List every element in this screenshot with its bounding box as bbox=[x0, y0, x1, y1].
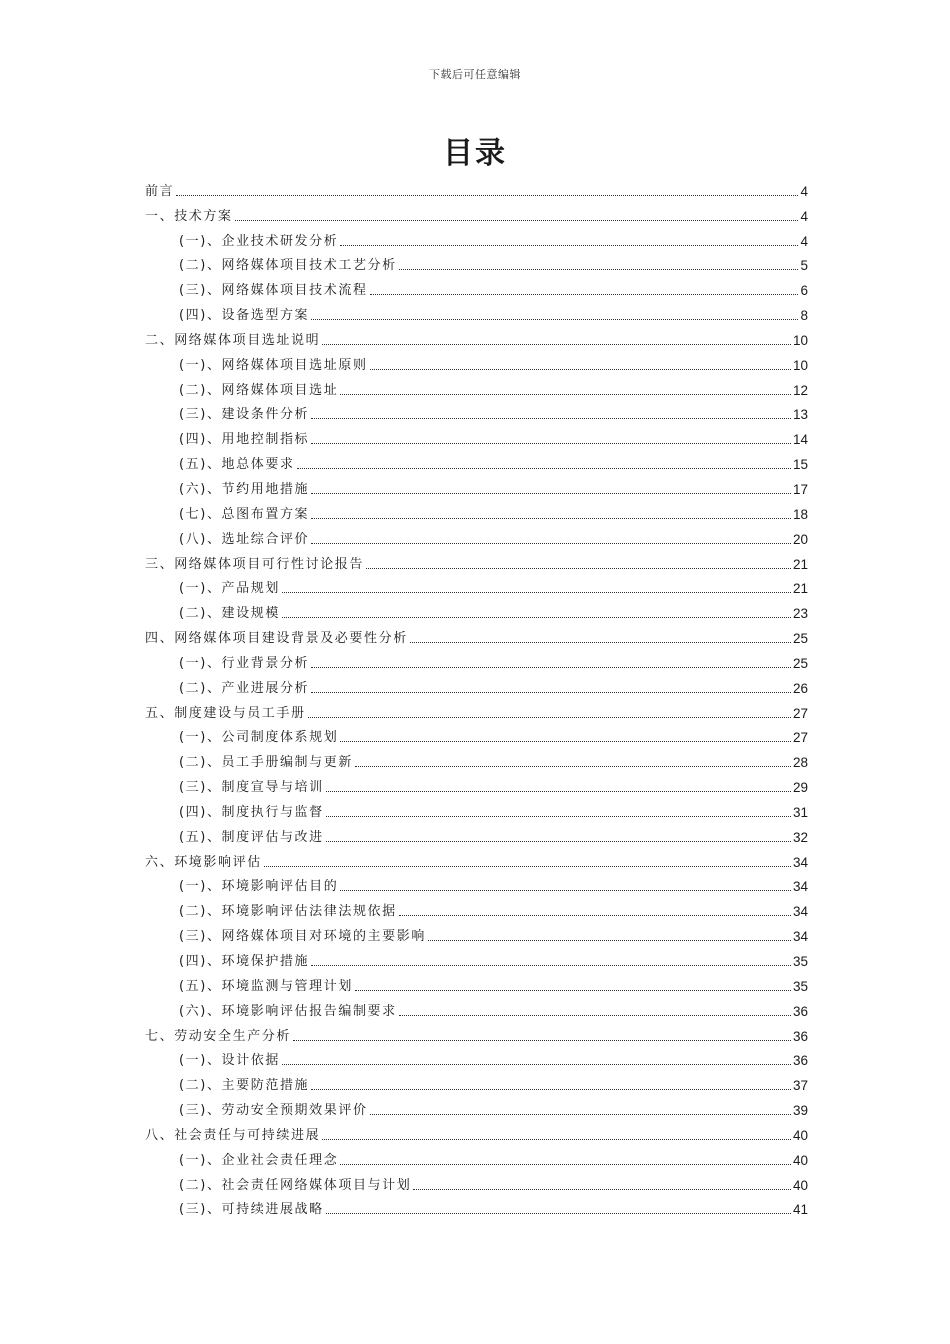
toc-entry-label: (三)、建设条件分析 bbox=[179, 407, 310, 423]
toc-entry-page: 10 bbox=[792, 332, 808, 348]
toc-entry-page: 21 bbox=[792, 581, 808, 597]
toc-entry-page: 41 bbox=[792, 1202, 808, 1218]
toc-leader-dots bbox=[326, 791, 791, 792]
toc-entry-label: (一)、企业技术研发分析 bbox=[179, 233, 339, 249]
toc-entry-label: (二)、建设规模 bbox=[179, 606, 280, 622]
toc-leader-dots bbox=[311, 667, 791, 668]
toc-entry[interactable] bbox=[145, 1170, 808, 1195]
toc-entry-label: (五)、环境监测与管理计划 bbox=[179, 978, 353, 994]
toc-entry-label: (一)、企业社会责任理念 bbox=[179, 1152, 339, 1168]
toc-leader-dots bbox=[264, 866, 791, 867]
toc-entry[interactable] bbox=[145, 797, 808, 822]
toc-leader-dots bbox=[311, 543, 791, 544]
toc-entry-page: 4 bbox=[800, 183, 808, 199]
toc-entry-page: 27 bbox=[792, 730, 808, 746]
toc-entry-label: 一、技术方案 bbox=[145, 208, 233, 224]
toc-entry-label: (一)、网络媒体项目选址原则 bbox=[179, 357, 368, 373]
toc-leader-dots bbox=[428, 940, 791, 941]
toc-entry-page: 27 bbox=[792, 705, 808, 721]
toc-leader-dots bbox=[355, 990, 791, 991]
toc-entry[interactable] bbox=[145, 449, 808, 474]
toc-entry[interactable] bbox=[145, 723, 808, 748]
toc-entry-page: 34 bbox=[792, 879, 808, 895]
toc-entry-page: 36 bbox=[792, 1003, 808, 1019]
toc-leader-dots bbox=[293, 1040, 791, 1041]
toc-entry[interactable] bbox=[145, 872, 808, 897]
toc-entry-page: 18 bbox=[792, 506, 808, 522]
toc-entry-page: 12 bbox=[792, 382, 808, 398]
toc-entry-label: (二)、主要防范措施 bbox=[179, 1078, 310, 1094]
toc-leader-dots bbox=[340, 245, 798, 246]
toc-leader-dots bbox=[311, 443, 791, 444]
toc-entry-page: 6 bbox=[800, 283, 808, 299]
toc-leader-dots bbox=[311, 418, 791, 419]
toc-entry-page: 31 bbox=[792, 804, 808, 820]
toc-entry-label: (七)、总图布置方案 bbox=[179, 506, 310, 522]
toc-entry[interactable] bbox=[145, 300, 808, 325]
toc-entry-label: (四)、设备选型方案 bbox=[179, 308, 310, 324]
toc-leader-dots bbox=[399, 915, 791, 916]
table-of-contents bbox=[145, 176, 808, 1219]
toc-entry[interactable] bbox=[145, 275, 808, 300]
toc-entry-page: 4 bbox=[800, 208, 808, 224]
toc-entry-label: (三)、劳动安全预期效果评价 bbox=[179, 1103, 368, 1119]
toc-entry-label: (三)、网络媒体项目技术流程 bbox=[179, 283, 368, 299]
toc-entry[interactable] bbox=[145, 673, 808, 698]
toc-leader-dots bbox=[326, 1213, 791, 1214]
toc-leader-dots bbox=[340, 394, 791, 395]
toc-entry-label: 六、环境影响评估 bbox=[145, 854, 262, 870]
toc-entry-page: 17 bbox=[792, 481, 808, 497]
toc-entry-label: (五)、制度评估与改进 bbox=[179, 829, 324, 845]
toc-entry[interactable] bbox=[145, 921, 808, 946]
toc-entry-page: 35 bbox=[792, 954, 808, 969]
toc-leader-dots bbox=[311, 319, 798, 320]
toc-entry-page: 34 bbox=[792, 929, 808, 945]
toc-entry-label: (四)、制度执行与监督 bbox=[179, 804, 324, 820]
toc-entry[interactable] bbox=[145, 598, 808, 623]
toc-leader-dots bbox=[410, 642, 791, 643]
toc-entry[interactable] bbox=[145, 1070, 808, 1095]
toc-leader-dots bbox=[326, 816, 791, 817]
toc-entry-label: (二)、社会责任网络媒体项目与计划 bbox=[179, 1177, 412, 1193]
toc-entry-page: 25 bbox=[792, 631, 808, 647]
toc-entry[interactable] bbox=[145, 251, 808, 276]
toc-entry-page: 40 bbox=[792, 1127, 808, 1143]
toc-leader-dots bbox=[370, 1114, 791, 1115]
toc-entry[interactable] bbox=[145, 1046, 808, 1071]
toc-leader-dots bbox=[322, 1139, 791, 1140]
toc-entry-label: (三)、可持续进展战略 bbox=[179, 1202, 324, 1218]
toc-leader-dots bbox=[340, 890, 791, 891]
toc-entry[interactable] bbox=[145, 176, 808, 201]
toc-leader-dots bbox=[366, 568, 791, 569]
toc-leader-dots bbox=[399, 269, 799, 270]
toc-leader-dots bbox=[322, 344, 791, 345]
toc-entry[interactable] bbox=[145, 424, 808, 449]
toc-entry-label: 七、劳动安全生产分析 bbox=[145, 1028, 292, 1044]
toc-entry-page: 28 bbox=[792, 755, 808, 771]
toc-entry[interactable] bbox=[145, 946, 808, 971]
toc-entry-label: (三)、制度宣导与培训 bbox=[179, 780, 324, 796]
toc-entry-page: 10 bbox=[792, 357, 808, 373]
toc-leader-dots bbox=[413, 1189, 791, 1190]
page-title: 目录 bbox=[443, 136, 507, 171]
toc-entry-page: 5 bbox=[800, 258, 808, 274]
toc-entry-page: 20 bbox=[792, 531, 808, 547]
toc-entry-page: 14 bbox=[792, 432, 808, 448]
toc-entry-label: (四)、用地控制指标 bbox=[179, 432, 310, 448]
toc-entry-page: 21 bbox=[792, 556, 808, 572]
toc-leader-dots bbox=[399, 1015, 791, 1016]
toc-entry-page: 34 bbox=[792, 854, 808, 870]
toc-entry[interactable] bbox=[145, 1145, 808, 1170]
toc-entry[interactable] bbox=[145, 325, 808, 350]
toc-entry[interactable] bbox=[145, 1021, 808, 1046]
toc-entry[interactable] bbox=[145, 499, 808, 524]
toc-entry[interactable] bbox=[145, 1120, 808, 1145]
toc-entry-page: 15 bbox=[792, 457, 808, 473]
toc-entry-label: (一)、设计依据 bbox=[179, 1053, 280, 1069]
toc-entry-page: 39 bbox=[792, 1103, 808, 1119]
toc-leader-dots bbox=[370, 369, 791, 370]
toc-entry[interactable] bbox=[145, 549, 808, 574]
toc-entry-page: 26 bbox=[792, 680, 808, 696]
toc-leader-dots bbox=[370, 294, 799, 295]
toc-entry-label: (六)、环境影响评估报告编制要求 bbox=[179, 1003, 397, 1019]
toc-entry[interactable] bbox=[145, 226, 808, 251]
toc-entry-label: (三)、网络媒体项目对环境的主要影响 bbox=[179, 929, 426, 945]
toc-entry-page: 23 bbox=[792, 606, 808, 622]
toc-entry-label: (一)、公司制度体系规划 bbox=[179, 730, 339, 746]
toc-entry-label: 前言 bbox=[145, 183, 175, 199]
toc-entry[interactable] bbox=[145, 772, 808, 797]
toc-entry-page: 13 bbox=[792, 407, 808, 423]
toc-entry[interactable] bbox=[145, 201, 808, 226]
toc-leader-dots bbox=[311, 965, 791, 966]
toc-entry-label: 二、网络媒体项目选址说明 bbox=[145, 332, 321, 348]
toc-entry[interactable] bbox=[145, 375, 808, 400]
toc-entry[interactable] bbox=[145, 400, 808, 425]
toc-entry-page: 25 bbox=[792, 655, 808, 671]
toc-entry-label: (一)、行业背景分析 bbox=[179, 655, 310, 671]
toc-entry[interactable] bbox=[145, 350, 808, 375]
toc-leader-dots bbox=[340, 1164, 791, 1165]
toc-entry-label: (二)、网络媒体项目技术工艺分析 bbox=[179, 258, 397, 274]
toc-entry-label: (二)、产业进展分析 bbox=[179, 680, 310, 696]
page-header: 下载后可任意编辑 bbox=[429, 68, 521, 81]
toc-entry-label: (五)、地总体要求 bbox=[179, 457, 295, 473]
toc-leader-dots bbox=[311, 493, 791, 494]
toc-entry-label: (八)、选址综合评价 bbox=[179, 531, 310, 547]
toc-entry-page: 8 bbox=[800, 308, 808, 324]
toc-entry-page: 32 bbox=[792, 829, 808, 845]
toc-entry[interactable] bbox=[145, 971, 808, 996]
toc-entry-label: 四、网络媒体项目建设背景及必要性分析 bbox=[145, 631, 408, 647]
toc-entry-label: (二)、环境影响评估法律法规依据 bbox=[179, 904, 397, 920]
toc-leader-dots bbox=[282, 617, 791, 618]
toc-entry[interactable] bbox=[145, 747, 808, 772]
toc-leader-dots bbox=[311, 692, 791, 693]
toc-entry[interactable] bbox=[145, 1195, 808, 1220]
toc-entry[interactable] bbox=[145, 822, 808, 847]
toc-entry-label: 八、社会责任与可持续进展 bbox=[145, 1127, 321, 1143]
toc-leader-dots bbox=[326, 841, 791, 842]
toc-leader-dots bbox=[235, 220, 799, 221]
toc-entry-page: 36 bbox=[792, 1028, 808, 1044]
toc-leader-dots bbox=[311, 518, 791, 519]
toc-entry[interactable] bbox=[145, 574, 808, 599]
toc-leader-dots bbox=[282, 1064, 791, 1065]
toc-leader-dots bbox=[311, 1089, 791, 1090]
toc-entry-label: (一)、环境影响评估目的 bbox=[179, 879, 339, 895]
toc-entry-page: 35 bbox=[792, 978, 808, 994]
toc-leader-dots bbox=[297, 468, 791, 469]
toc-leader-dots bbox=[176, 195, 798, 196]
toc-entry-page: 37 bbox=[792, 1078, 808, 1094]
toc-entry-page: 40 bbox=[792, 1177, 808, 1193]
toc-entry-label: 三、网络媒体项目可行性讨论报告 bbox=[145, 556, 365, 572]
toc-entry-page: 34 bbox=[792, 904, 808, 920]
toc-entry-page: 40 bbox=[792, 1152, 808, 1168]
toc-entry-label: (六)、节约用地措施 bbox=[179, 481, 310, 497]
toc-leader-dots bbox=[340, 741, 791, 742]
toc-leader-dots bbox=[308, 717, 791, 718]
toc-entry[interactable] bbox=[145, 996, 808, 1021]
toc-entry[interactable] bbox=[145, 623, 808, 648]
toc-entry-label: 五、制度建设与员工手册 bbox=[145, 705, 306, 721]
toc-entry-page: 36 bbox=[792, 1053, 808, 1069]
toc-entry-label: (二)、员工手册编制与更新 bbox=[179, 755, 353, 771]
toc-entry[interactable] bbox=[145, 648, 808, 673]
toc-entry-label: (四)、环境保护措施 bbox=[179, 954, 310, 969]
toc-entry[interactable] bbox=[145, 524, 808, 549]
toc-entry-label: (二)、网络媒体项目选址 bbox=[179, 382, 339, 398]
toc-leader-dots bbox=[355, 766, 791, 767]
toc-entry[interactable] bbox=[145, 896, 808, 921]
toc-entry[interactable] bbox=[145, 698, 808, 723]
toc-entry-page: 29 bbox=[792, 780, 808, 796]
toc-entry-label: (一)、产品规划 bbox=[179, 581, 280, 597]
toc-leader-dots bbox=[282, 592, 791, 593]
toc-entry[interactable] bbox=[145, 474, 808, 499]
toc-entry[interactable] bbox=[145, 847, 808, 872]
toc-entry[interactable] bbox=[145, 1095, 808, 1120]
toc-entry-page: 4 bbox=[800, 233, 808, 249]
